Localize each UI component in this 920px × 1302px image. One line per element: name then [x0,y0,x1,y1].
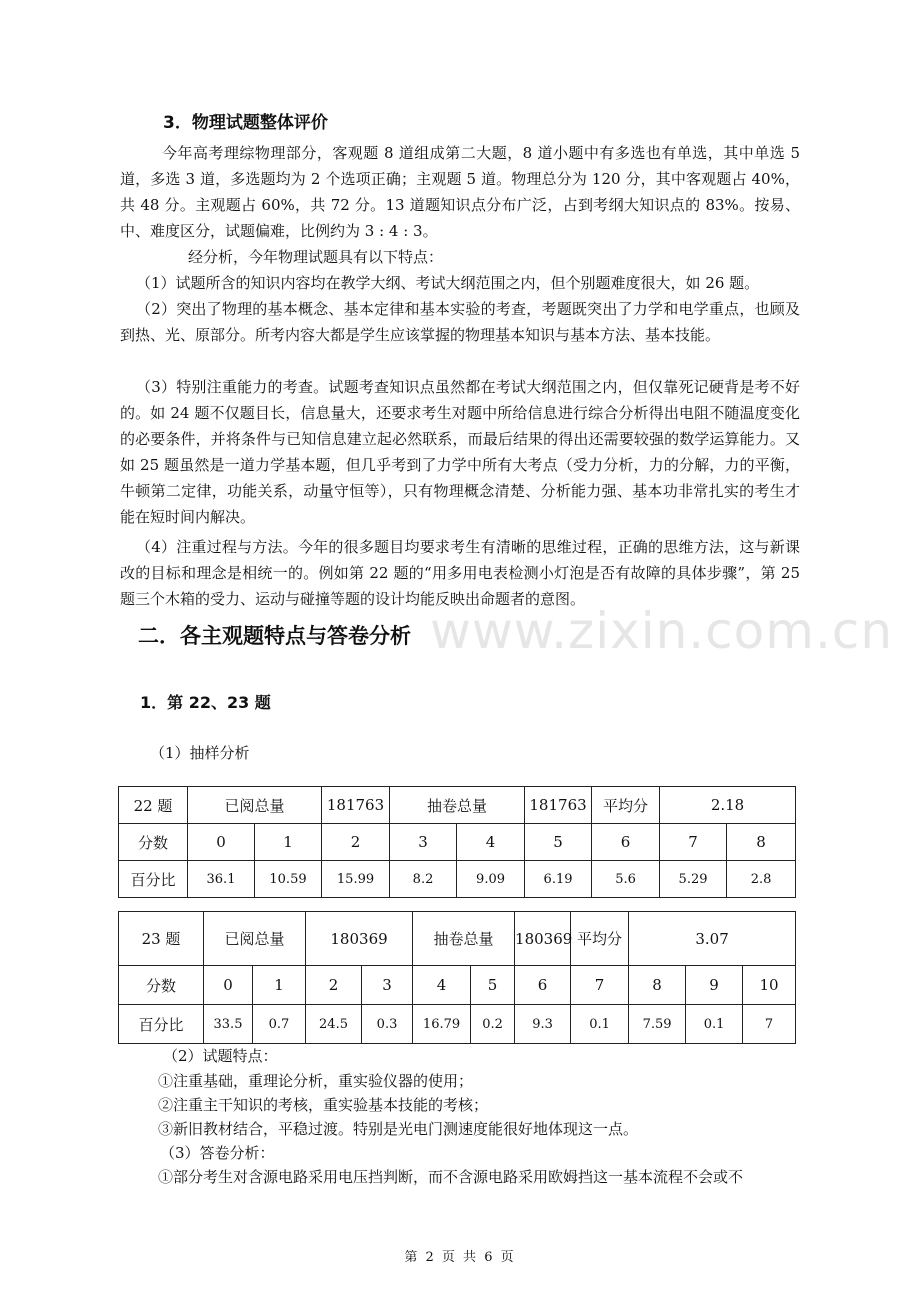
percent-cell: 9.3 [515,1005,571,1044]
table-row [119,1005,796,1044]
sampling-label: （1）抽样分析 [150,744,250,762]
page-footer: 第 2 页 共 6 页 [404,1250,516,1265]
answer-label: （3）答卷分析： [160,1144,275,1162]
score-cell: 7 [571,966,629,1005]
point-3: （3）特别注重能力的考查。试题考查知识点虽然都在考试大纲范围之内，但仅靠死记硬背是考不好的。如 24 题不仅题目长，信息量大，还要求考生对题中所给信息进行综合分析得出电阻不随温度变化的必要条件，并将条件与已知信息建立起必然联系，而最后结果的得出还需要较强的数学运算能力。又如 25 题虽然是一道力学基本题，但几乎考到了力学中所有大考点（受力分析，力的分解，力的平衡，牛顿第二定律，功能关系，动量守恒等），只有物理概念清楚、分析能力强、基本功非常扎实的考生才能在短时间内解决。 [120,378,800,526]
score-cell: 5 [471,966,515,1005]
percent-cell: 0.1 [571,1005,629,1044]
percent-cell: 0.7 [253,1005,306,1044]
sample-total-label: 抽卷总量 [413,912,515,966]
features-label: （2）试题特点： [163,1047,278,1065]
percent-cell: 36.1 [188,861,255,898]
point-1: （1）试题所含的知识内容均在教学大纲、考试大纲范围之内，但个别题难度很大，如 26 题。 [136,274,760,292]
feature-item: ②注重主干知识的考核，重实验基本技能的考核； [158,1096,489,1114]
score-cell: 10 [743,966,796,1005]
sample-total-value: 181763 [525,787,592,824]
table-row [119,787,796,824]
feature-item: ③新旧教材结合，平稳过渡。特别是光电门测速度能很好地体现这一点。 [158,1120,639,1138]
table-row [119,912,796,966]
score-cell: 0 [204,966,253,1005]
average-label: 平均分 [592,787,660,824]
intro-paragraph: 今年高考理综物理部分，客观题 8 道组成第二大题，8 道小题中有多选也有单选，其中单选 5 道，多选 3 道，多选题均为 2 个选项正确；主观题 5 道。物理总分为 120 分，其中客观题占 40%，共 48 分。主观题占 60%，共 72 分。13 道题知识点分布广泛，占到考纲大知识点的 83%。按易、中、难度区分，试题偏难，比例约为 3 : 4 : 3。 [120,144,800,240]
table-q23 [118,911,796,1044]
percent-cell: 7 [743,1005,796,1044]
score-cell: 1 [255,824,322,861]
score-cell: 3 [362,966,413,1005]
watermark: www.zixin.com.cn [430,602,894,660]
score-cell: 4 [457,824,525,861]
score-cell: 4 [413,966,471,1005]
percent-cell: 15.99 [322,861,390,898]
percent-cell: 9.09 [457,861,525,898]
score-cell: 2 [306,966,362,1005]
read-total-label: 已阅总量 [204,912,306,966]
percent-cell: 0.2 [471,1005,515,1044]
percent-cell: 6.19 [525,861,592,898]
table-q22 [118,786,796,898]
score-label: 分数 [119,824,188,861]
read-total-value: 180369 [306,912,413,966]
percent-cell: 8.2 [390,861,457,898]
score-cell: 9 [686,966,743,1005]
score-cell: 8 [727,824,796,861]
feature-item: ①注重基础，重理论分析，重实验仪器的使用； [158,1072,474,1090]
percent-cell: 10.59 [255,861,322,898]
point-2: （2）突出了物理的基本概念、基本定律和基本实验的考查，考题既突出了力学和电学重点，也顾及到热、光、原部分。所考内容大都是学生应该掌握的物理基本知识与基本方法、基本技能。 [120,300,800,344]
table-row [119,861,796,898]
percent-cell: 7.59 [629,1005,686,1044]
percent-label: 百分比 [119,1005,204,1044]
read-total-value: 181763 [322,787,390,824]
table-row [119,824,796,861]
table-row [119,966,796,1005]
score-cell: 1 [253,966,306,1005]
percent-label: 百分比 [119,861,188,898]
sample-total-label: 抽卷总量 [390,787,525,824]
answer-item: ①部分考生对含源电路采用电压挡判断，而不含源电路采用欧姆挡这一基本流程不会或不 [158,1168,744,1186]
read-total-label: 已阅总量 [188,787,322,824]
score-cell: 6 [592,824,660,861]
percent-cell: 2.8 [727,861,796,898]
score-cell: 0 [188,824,255,861]
percent-cell: 24.5 [306,1005,362,1044]
score-cell: 5 [525,824,592,861]
score-cell: 6 [515,966,571,1005]
score-cell: 3 [390,824,457,861]
percent-cell: 0.1 [686,1005,743,1044]
score-label: 分数 [119,966,204,1005]
percent-cell: 33.5 [204,1005,253,1044]
percent-cell: 0.3 [362,1005,413,1044]
score-cell: 2 [322,824,390,861]
analysis-intro: 经分析，今年物理试题具有以下特点： [188,248,444,266]
average-value: 3.07 [629,912,796,966]
percent-cell: 5.6 [592,861,660,898]
question-cell: 22 题 [119,787,188,824]
point-4: （4）注重过程与方法。今年的很多题目均要求考生有清晰的思维过程，正确的思维方法，这与新课改的目标和理念是相统一的。例如第 22 题的“用多用电表检测小灯泡是否有故障的具体步骤”，第 25 题三个木箱的受力、运动与碰撞等题的设计均能反映出命题者的意图。 [120,538,800,608]
section-title-2: 二．各主观题特点与答卷分析 [138,624,411,648]
percent-cell: 16.79 [413,1005,471,1044]
subsection-title: 1．第 22、23 题 [140,693,271,712]
score-cell: 8 [629,966,686,1005]
sample-total-value: 180369 [515,912,571,966]
average-value: 2.18 [660,787,796,824]
average-label: 平均分 [571,912,629,966]
score-cell: 7 [660,824,727,861]
section-title-3: 3．物理试题整体评价 [163,113,328,133]
percent-cell: 5.29 [660,861,727,898]
question-cell: 23 题 [119,912,204,966]
